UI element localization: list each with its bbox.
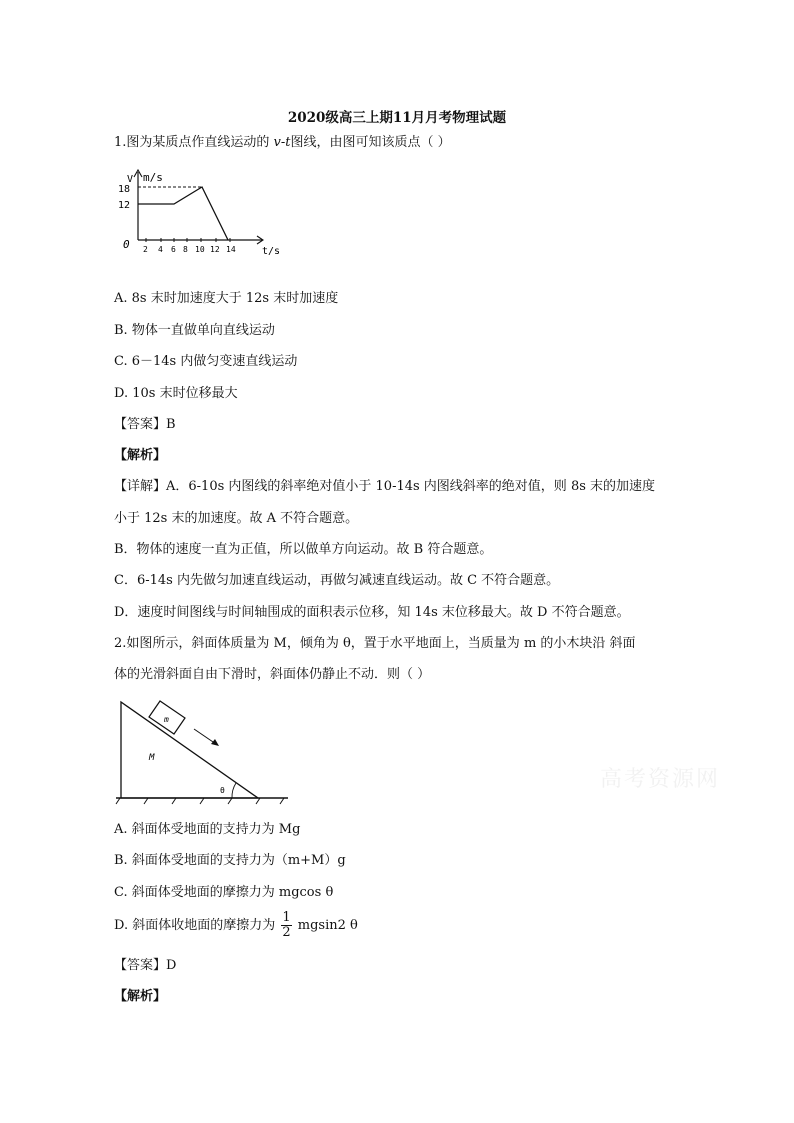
unit-label: m/s <box>143 171 163 184</box>
x-tick-12: 12 <box>210 245 220 254</box>
q1-detail-2: 小于 12s 末的加速度。故 A 不符合题意。 <box>114 511 359 526</box>
page-title: 2020级高三上期11月月考物理试题 <box>287 110 507 126</box>
q1-answer: 【答案】B <box>114 417 176 432</box>
q2-option-a: A. 斜面体受地面的支持力为 Mg <box>114 822 301 837</box>
y-tick-12: 12 <box>118 200 131 211</box>
q2-incline-figure <box>112 696 294 808</box>
q2-stem-line-2: 体的光滑斜面自由下滑时，斜面体仍静止不动．则（ ） <box>114 667 431 682</box>
block-label: m <box>164 715 169 724</box>
q1-detail-5: D．速度时间图线与时间轴围成的面积表示位移，知 14s 末位移最大。故 D 不符合题意。 <box>114 605 630 620</box>
watermark: 高考资源网 <box>600 767 721 792</box>
vt-curve <box>138 187 228 240</box>
q1-option-b: B. 物体一直做单向直线运动 <box>114 323 275 338</box>
arrow-head-icon <box>211 739 219 746</box>
slide-direction-arrow <box>194 729 216 744</box>
incline-body <box>121 702 258 798</box>
q1-vt-chart <box>110 166 290 258</box>
q2-answer: 【答案】D <box>114 958 177 973</box>
q1-analysis-label: 【解析】 <box>114 448 167 463</box>
q2-option-b: B. 斜面体受地面的支持力为（m+M）g <box>114 853 346 868</box>
q2-analysis-label: 【解析】 <box>114 989 167 1004</box>
q1-stem: 1.图为某质点作直线运动的 v-t图线，由图可知该质点（ ） <box>114 135 451 150</box>
x-tick-14: 14 <box>226 245 236 254</box>
q1-option-a: A. 8s 末时加速度大于 12s 末时加速度 <box>114 291 339 306</box>
x-tick-2: 2 <box>143 245 148 254</box>
q1-option-d: D. 10s 末时位移最大 <box>114 386 238 401</box>
angle-arc <box>232 783 236 798</box>
q1-detail-1: 【详解】A．6-10s 内图线的斜率绝对值小于 10-14s 内图线斜率的绝对值，则 8s 末的加速度 <box>114 479 656 494</box>
fraction-one-half: $\frac{1}{2}$ <box>282 910 291 940</box>
q2-option-d: D. 斜面体收地面的摩擦力为 $\frac{1}{2}$ mgsin2 θ <box>114 910 358 940</box>
x-tick-10: 10 <box>195 245 205 254</box>
y-axis-label: V <box>127 174 134 185</box>
y-tick-18: 18 <box>118 184 131 195</box>
x-tick-4: 4 <box>158 245 163 254</box>
q2-option-c: C. 斜面体受地面的摩擦力为 mgcos θ <box>114 885 334 900</box>
q2-stem-line-1: 2.如图所示，斜面体质量为 M，倾角为 θ，置于水平地面上，当质量为 m 的小木块沿 斜面 <box>114 636 636 651</box>
angle-label: θ <box>220 786 225 795</box>
incline-mass-label: M <box>149 753 155 763</box>
ground-hatch <box>116 798 284 804</box>
q1-detail-4: C．6-14s 内先做匀加速直线运动，再做匀减速直线运动。故 C 不符合题意。 <box>114 573 560 588</box>
x-tick-8: 8 <box>183 245 188 254</box>
x-axis-label: t/s <box>262 246 281 257</box>
x-tick-6: 6 <box>171 245 176 254</box>
q1-detail-3: B．物体的速度一直为正值，所以做单方向运动。故 B 符合题意。 <box>114 542 493 557</box>
q1-option-c: C. 6－14s 内做匀变速直线运动 <box>114 354 298 369</box>
origin-label: 0 <box>123 238 130 251</box>
